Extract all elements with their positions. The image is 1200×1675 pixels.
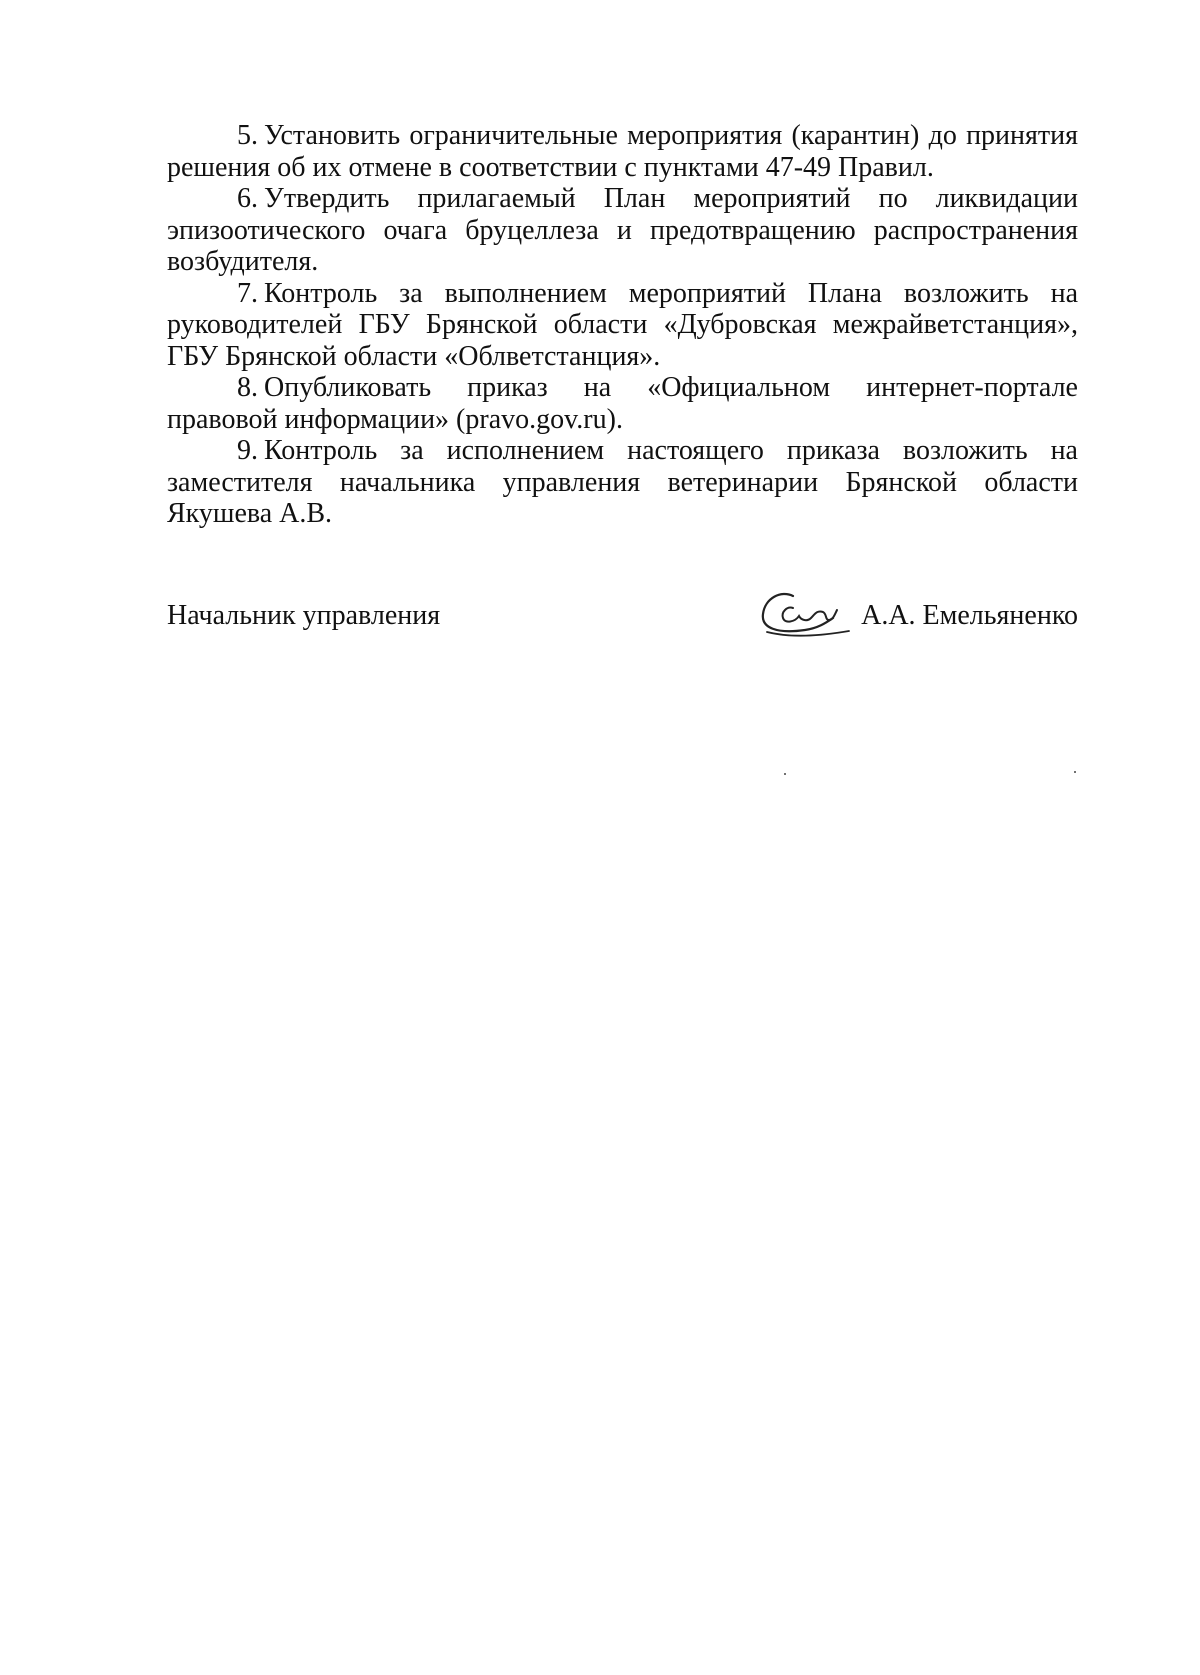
clause-number: 7.: [237, 277, 258, 309]
clause-text: Контроль за выполнением мероприятий Плана возложить на руководителей ГБУ Брянской области «Дубровская межрайветстанция», ГБУ Брянской области «Облветстанция».: [167, 277, 1078, 372]
clause-number: 6.: [237, 183, 258, 214]
clause-number: 5.: [237, 120, 258, 151]
clause-number: 9.: [237, 435, 258, 466]
order-clauses: [167, 120, 1078, 530]
clause-text: Установить ограничительные мероприятия (карантин) до принятия решения об их отмене в соответствии с пунктами 47-49 Правил.: [167, 120, 1078, 183]
clause-number: 8.: [237, 372, 258, 403]
scan-speck: [784, 773, 786, 775]
clause-text: Утвердить прилагаемый План мероприятий по ликвидации эпизоотического очага бруцеллеза и предотвращению распространения возбудителя.: [167, 183, 1078, 277]
scan-speck: [1074, 771, 1076, 773]
clause-6: [167, 183, 1078, 278]
handwritten-signature-icon: [753, 584, 853, 640]
clause-9: [167, 435, 1078, 530]
clause-8: [167, 372, 1078, 435]
clause-5: [167, 120, 1078, 183]
signature-block: [167, 584, 1078, 644]
clause-text: Контроль за исполнением настоящего приказа возложить на заместителя начальника управления ветеринарии Брянской области Якушева А.В.: [167, 435, 1078, 529]
clause-text: Опубликовать приказ на «Официальном интернет-портале правовой информации» (pravo.gov.ru).: [167, 372, 1078, 435]
signatory-name: А.А. Емельяненко: [861, 600, 1078, 631]
signatory-position: Начальник управления: [167, 600, 441, 631]
clause-7: [167, 278, 1078, 373]
